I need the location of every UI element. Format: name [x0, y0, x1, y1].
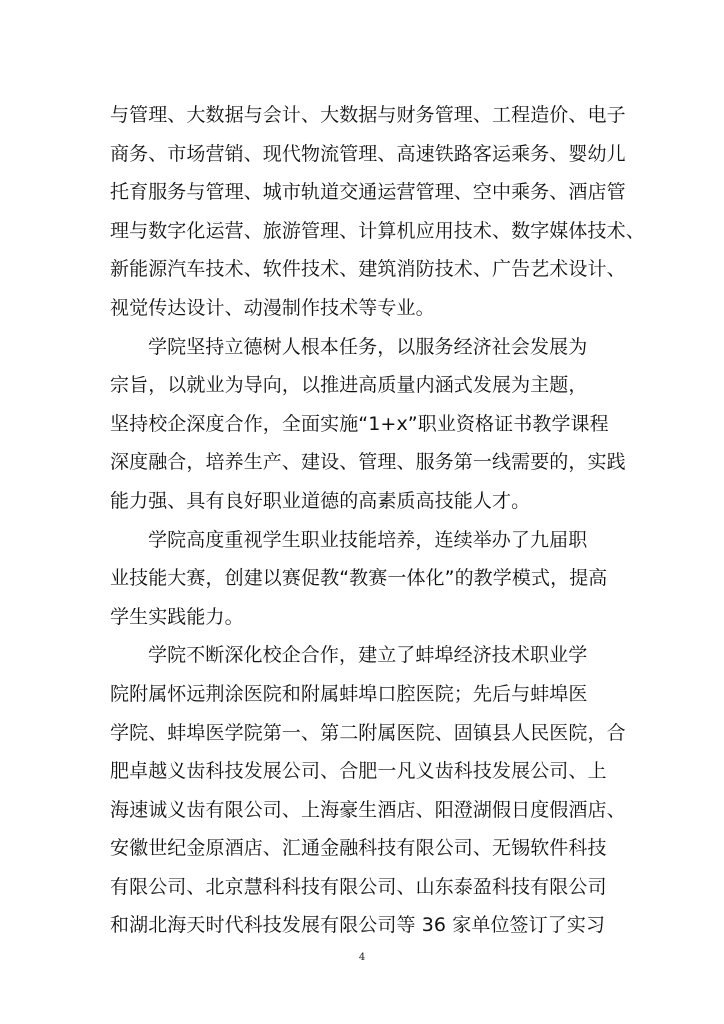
text-line: 院附属怀远荆涂医院和附属蚌埠口腔医院；先后与蚌埠医	[110, 682, 588, 705]
text-line: 海速诚义齿有限公司、上海豪生酒店、阳澄湖假日度假酒店、	[110, 798, 626, 821]
text-line: 深度融合，培养生产、建设、管理、服务第一线需要的，实践	[110, 451, 626, 474]
text-line: 肥卓越义齿科技发展公司、合肥一凡义齿科技发展公司、上	[110, 760, 607, 783]
text-line: 和湖北海天时代科技发展有限公司等 36 家单位签订了实习	[110, 914, 606, 937]
text-line: 有限公司、北京慧科科技有限公司、山东泰盈科技有限公司	[110, 875, 607, 898]
paragraph-start-line: 学院高度重视学生职业技能培养，连续举办了九届职	[148, 528, 588, 551]
paragraph-start-line: 学院坚持立德树人根本任务，以服务经济社会发展为	[148, 335, 588, 358]
text-line: 业技能大赛，创建以赛促教“教赛一体化”的教学模式，提高	[110, 567, 608, 590]
paragraph-start-line: 学院不断深化校企合作，建立了蚌埠经济技术职业学	[148, 644, 588, 667]
text-line: 学院、蚌埠医学院第一、第二附属医院、固镇县人民医院，合	[110, 721, 626, 744]
text-line: 视觉传达设计、动漫制作技术等专业。	[110, 296, 435, 319]
text-line: 理与数字化运营、旅游管理、计算机应用技术、数字媒体技术、	[110, 219, 645, 242]
text-line: 学生实践能力。	[110, 605, 244, 628]
body-text	[110, 96, 645, 945]
text-line: 宗旨，以就业为导向，以推进高质量内涵式发展为主题，	[110, 374, 588, 397]
text-line: 与管理、大数据与会计、大数据与财务管理、工程造价、电子	[110, 104, 626, 126]
text-line: 坚持校企深度合作，全面实施“1+x”职业资格证书教学课程	[110, 412, 609, 435]
page-number: 4	[358, 952, 366, 963]
text-line: 新能源汽车技术、软件技术、建筑消防技术、广告艺术设计、	[110, 258, 626, 281]
text-line: 商务、市场营销、现代物流管理、高速铁路客运乘务、婴幼儿	[110, 142, 626, 165]
text-line: 能力强、具有良好职业道德的高素质高技能人才。	[110, 489, 531, 512]
text-line: 安徽世纪金原酒店、汇通金融科技有限公司、无锡软件科技	[110, 837, 607, 860]
text-line: 托育服务与管理、城市轨道交通运营管理、空中乘务、酒店管	[110, 181, 626, 204]
